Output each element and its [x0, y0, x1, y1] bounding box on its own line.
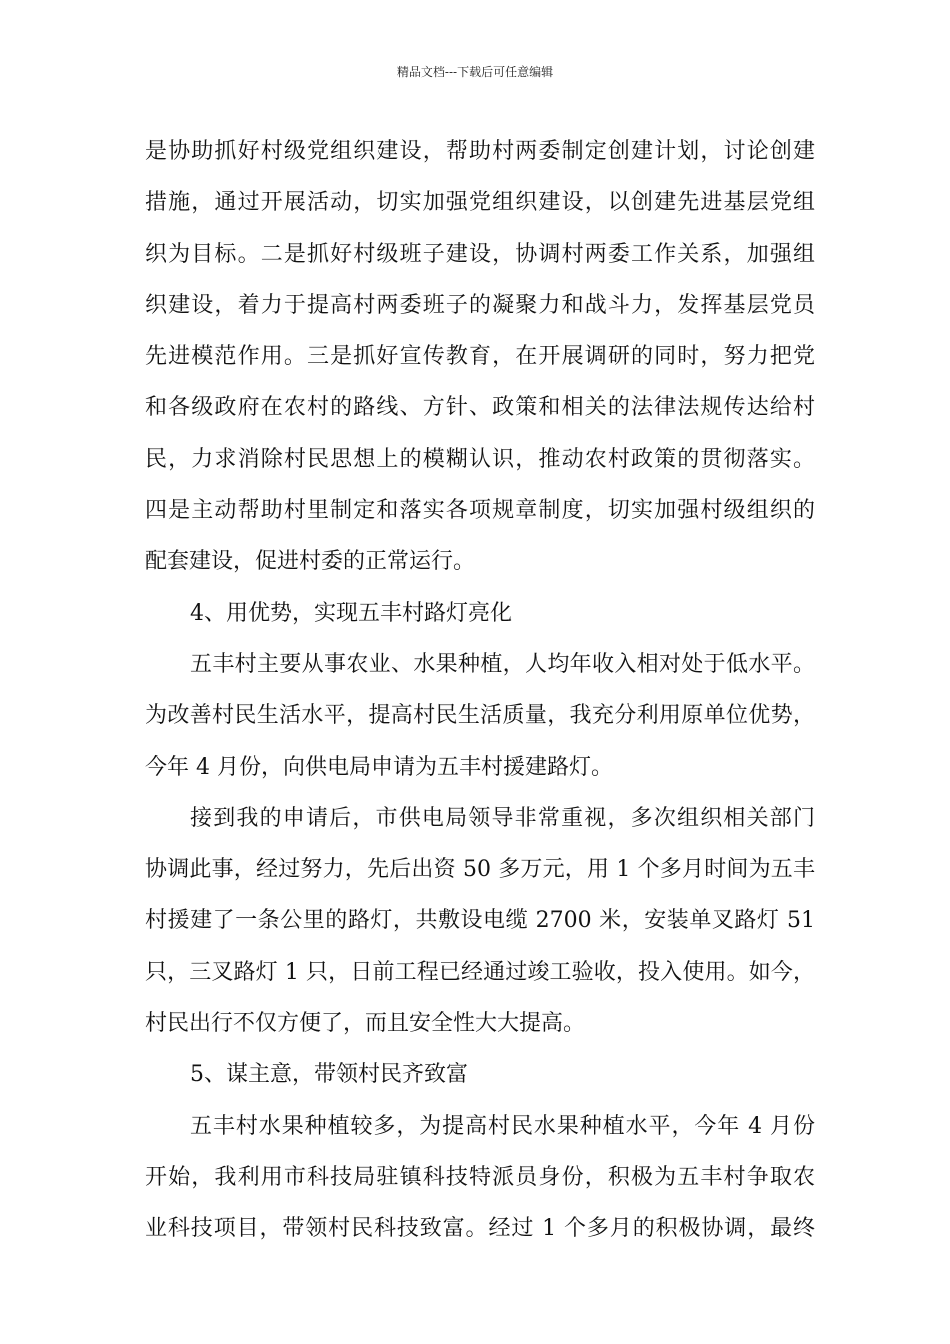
body-line: 是协助抓好村级党组织建设，帮助村两委制定创建计划，讨论创建 [145, 139, 815, 164]
paragraph-first-line: 五丰村水果种植较多，为提高村民水果种植水平，今年 4 月份 [190, 1113, 815, 1139]
body-line: 开始，我利用市科技局驻镇科技特派员身份，积极为五丰村争取农 [145, 1164, 815, 1190]
body-line: 村民出行不仅方便了，而且安全性大大提高。 [145, 1011, 586, 1037]
body-line: 织为目标。二是抓好村级班子建设，协调村两委工作关系，加强组 [145, 241, 815, 267]
body-line: 织建设，着力于提高村两委班子的凝聚力和战斗力，发挥基层党员 [145, 292, 815, 318]
section-heading: 5、谋主意，带领村民齐致富 [190, 1062, 468, 1088]
body-line: 配套建设，促进村委的正常运行。 [145, 549, 476, 575]
body-line: 业科技项目，带领村民科技致富。经过 1 个多月的积极协调，最终 [145, 1216, 815, 1242]
body-line: 为改善村民生活水平，提高村民生活质量，我充分利用原单位优势， [145, 703, 815, 729]
paragraph-first-line: 五丰村主要从事农业、水果种植，人均年收入相对处于低水平。 [190, 651, 815, 677]
section-heading: 4、用优势，实现五丰村路灯亮化 [190, 600, 512, 626]
page-header: 精品文档---下载后可任意编辑 [396, 65, 554, 79]
body-line: 今年 4 月份，向供电局申请为五丰村援建路灯。 [145, 754, 613, 780]
paragraph-first-line: 接到我的申请后，市供电局领导非常重视，多次组织相关部门 [190, 805, 815, 831]
body-line: 村援建了一条公里的路灯，共敷设电缆 2700 米，安装单叉路灯 51 [145, 908, 815, 934]
document-body [145, 126, 815, 1255]
body-line: 民，力求消除村民思想上的模糊认识，推动农村政策的贯彻落实。 [145, 446, 815, 472]
body-line: 和各级政府在农村的路线、方针、政策和相关的法律法规传达给村 [145, 395, 815, 421]
body-line: 协调此事，经过努力，先后出资 50 多万元，用 1 个多月时间为五丰 [145, 857, 815, 883]
body-line: 先进模范作用。三是抓好宣传教育，在开展调研的同时，努力把党 [145, 344, 815, 370]
body-line: 四是主动帮助村里制定和落实各项规章制度，切实加强村级组织的 [145, 498, 815, 524]
body-line: 措施，通过开展活动，切实加强党组织建设，以创建先进基层党组 [145, 190, 815, 216]
body-line: 只，三叉路灯 1 只，日前工程已经通过竣工验收，投入使用。如今， [145, 959, 815, 985]
